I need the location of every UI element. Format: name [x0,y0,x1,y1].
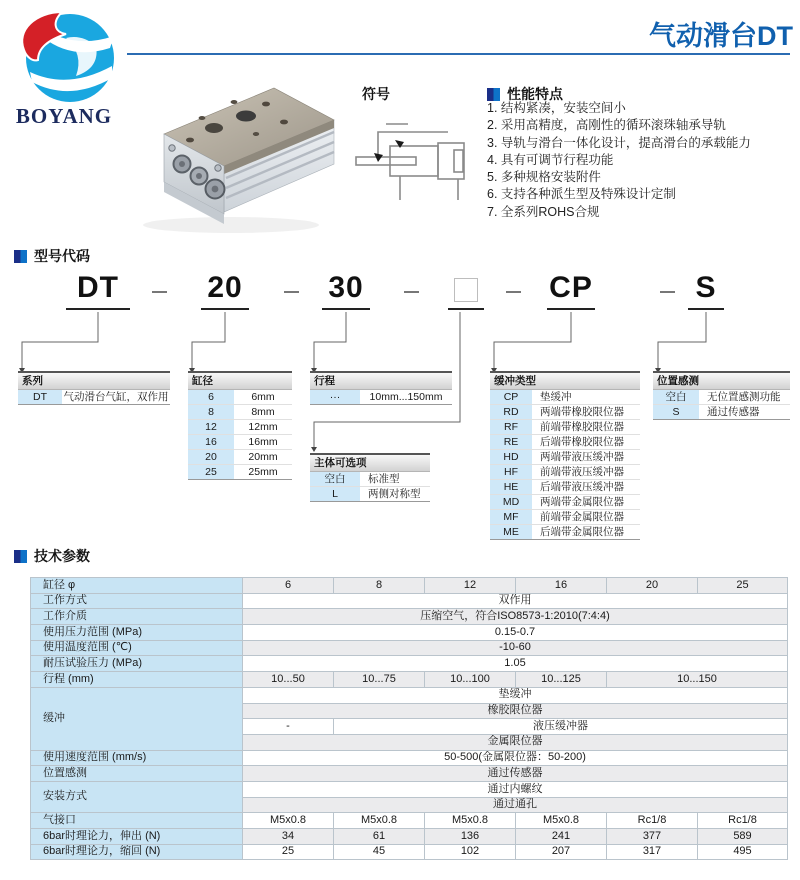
code-cell: RE [490,435,532,449]
spec-label-cell: 行程 (mm) [31,672,243,688]
model-code-header [14,246,90,266]
features-title: 性能特点 [507,86,563,102]
symbol-label: 符号 [362,86,390,102]
spec-value-cell: 61 [334,829,425,845]
spec-row [31,672,788,688]
feature-item: 5. 多种规格安装附件 [487,170,601,185]
spec-value-cell: 通过通孔 [243,797,788,813]
value-cell: 后端带液压缓冲器 [532,480,640,494]
model-code-segment: 20 [201,272,249,310]
model-table-row [188,405,292,420]
model-table-row [490,525,640,540]
spec-row [31,829,788,845]
code-cell: RD [490,405,532,419]
spec-column-header: 16 [516,578,607,594]
spec-row [31,844,788,860]
value-cell: 8mm [234,405,292,419]
spec-value-cell: -10-60 [243,640,788,656]
value-cell: 前端带橡胶限位器 [532,420,640,434]
spec-value-cell: 10...150 [607,672,788,688]
feature-item: 1. 结构紧凑，安装空间小 [487,101,626,115]
code-cell: HF [490,465,532,479]
model-table-row [188,450,292,465]
model-code-segment: DT [66,272,130,310]
features-list [487,100,787,221]
code-dash [152,291,167,293]
spec-value-cell: 橡胶限位器 [243,703,788,719]
code-dash [660,291,675,293]
spec-value-cell: 136 [425,829,516,845]
spec-row [31,656,788,672]
spec-value-cell: 34 [243,829,334,845]
model-table-row [490,405,640,420]
boyang-logo [10,6,122,104]
section-square-icon [487,88,500,101]
spec-value-cell: Rc1/8 [698,813,788,829]
spec-label-cell: 位置感测 [31,766,243,782]
spec-value-cell: 垫缓冲 [243,687,788,703]
code-cell: MD [490,495,532,509]
spec-column-header: 6 [243,578,334,594]
value-cell: 标准型 [360,472,430,486]
spec-value-cell: 10...100 [425,672,516,688]
model-table-row [18,390,170,405]
value-cell: 通过传感器 [699,405,790,419]
feature-item: 7. 全系列ROHS合规 [487,204,600,219]
spec-label-cell: 使用温度范围 (℃) [31,640,243,656]
model-table-row [490,435,640,450]
spec-value-cell: - [243,719,334,735]
code-dash [404,291,419,293]
model-table-row [310,487,430,502]
model-table-series [18,371,170,405]
model-code-title: 型号代码 [34,248,90,264]
code-dash [506,291,521,293]
spec-header-row [31,578,788,594]
value-cell: 12mm [234,420,292,434]
feature-item: 6. 支持各种派生型及特殊设计定制 [487,187,676,202]
model-table-title: 主体可选项 [310,453,430,472]
model-table-row [490,510,640,525]
value-cell: 前端带金属限位器 [532,510,640,524]
spec-column-header: 20 [607,578,698,594]
spec-value-cell: 589 [698,829,788,845]
value-cell: 两侧对称型 [360,487,430,501]
code-cell: ··· [310,390,360,404]
value-cell: 前端带液压缓冲器 [532,465,640,479]
value-cell: 16mm [234,435,292,449]
value-cell: 无位置感测功能 [699,390,790,404]
section-square-icon [14,550,27,563]
code-cell: DT [18,390,62,404]
code-cell: 8 [188,405,234,419]
code-cell: MF [490,510,532,524]
spec-value-cell: 金属限位器 [243,734,788,750]
feature-item: 2. 采用高精度，高刚性的循环滚珠轴承导轨 [487,118,726,133]
spec-value-cell: 25 [243,844,334,860]
spec-value-cell: M5x0.8 [243,813,334,829]
value-cell: 两端带液压缓冲器 [532,450,640,464]
spec-row [31,813,788,829]
spec-label-cell: 缸径 φ [31,578,243,594]
spec-row [31,781,788,797]
spec-value-cell: 45 [334,844,425,860]
spec-label-cell: 6bar时理论力，缩回 (N) [31,844,243,860]
model-table-row [653,405,790,420]
value-cell: 6mm [234,390,292,404]
spec-row [31,687,788,703]
spec-value-cell: M5x0.8 [516,813,607,829]
spec-label-cell: 耐压试验压力 (MPa) [31,656,243,672]
feature-item: 4. 具有可调节行程功能 [487,152,614,167]
symbol-diagram [348,106,480,208]
brand-name: BOYANG [15,104,113,128]
model-table-row [188,465,292,480]
spec-value-cell: 1.05 [243,656,788,672]
value-cell: 垫缓冲 [532,390,640,404]
code-cell: 6 [188,390,234,404]
spec-row [31,766,788,782]
code-cell: HD [490,450,532,464]
code-cell: 空白 [310,472,360,486]
spec-value-cell: 50-500(金属限位器：50-200) [243,750,788,766]
spec-row [31,609,788,625]
spec-row [31,625,788,641]
spec-value-cell: 102 [425,844,516,860]
spec-value-cell: 317 [607,844,698,860]
model-table-row [310,390,452,405]
spec-value-cell: 通过传感器 [243,766,788,782]
spec-value-cell: 241 [516,829,607,845]
value-cell: 后端带橡胶限位器 [532,435,640,449]
spec-row [31,593,788,609]
value-cell: 后端带金属限位器 [532,525,640,539]
spec-column-header: 25 [698,578,788,594]
model-table-row [188,420,292,435]
specs-title: 技术参数 [34,548,90,564]
code-cell: 12 [188,420,234,434]
spec-value-cell: 液压缓冲器 [334,719,788,735]
value-cell: 20mm [234,450,292,464]
spec-label-cell: 工作介质 [31,609,243,625]
model-code-segment: S [688,272,724,310]
model-table-row [490,465,640,480]
spec-value-cell: 495 [698,844,788,860]
model-table-title: 位置感测 [653,371,790,390]
model-code-segment: CP [547,272,595,310]
model-table-title: 缓冲类型 [490,371,640,390]
value-cell: 10mm...150mm [360,390,452,404]
spec-value-cell: 207 [516,844,607,860]
model-table-title: 缸径 [188,371,292,390]
code-cell: 空白 [653,390,699,404]
section-square-icon [14,250,27,263]
code-cell: CP [490,390,532,404]
spec-label-cell: 工作方式 [31,593,243,609]
code-cell: HE [490,480,532,494]
model-table-title: 系列 [18,371,170,390]
code-cell: L [310,487,360,501]
header-rule [127,53,790,55]
value-cell: 两端带橡胶限位器 [532,405,640,419]
model-table-row [490,495,640,510]
spec-label-cell: 使用压力范围 (MPa) [31,625,243,641]
model-table-position-sensing [653,371,790,420]
model-table-bore [188,371,292,480]
spec-value-cell: 377 [607,829,698,845]
spec-column-header: 12 [425,578,516,594]
spec-label-cell: 6bar时理论力，伸出 (N) [31,829,243,845]
spec-column-header: 8 [334,578,425,594]
model-table-row [490,480,640,495]
page-title: 气动滑台DT [649,21,793,51]
code-dash [284,291,299,293]
spec-table [30,577,788,860]
spec-value-cell: M5x0.8 [425,813,516,829]
code-cell: 25 [188,465,234,479]
model-code-blank-box [454,278,478,302]
model-table-row [310,472,430,487]
spec-table-container [30,577,788,860]
spec-value-cell: 10...125 [516,672,607,688]
spec-value-cell: 通过内螺纹 [243,781,788,797]
spec-value-cell: 10...50 [243,672,334,688]
spec-value-cell: M5x0.8 [334,813,425,829]
spec-label-cell: 气接口 [31,813,243,829]
model-table-row [188,390,292,405]
spec-value-cell: 压缩空气，符合ISO8573-1:2010(7:4:4) [243,609,788,625]
model-table-row [490,450,640,465]
model-code-segment: 30 [322,272,370,310]
spec-value-cell: 0.15-0.7 [243,625,788,641]
value-cell: 气动滑台气缸，双作用 [63,391,169,403]
spec-value-cell: 双作用 [243,593,788,609]
model-table-row [490,390,640,405]
model-table-body-option [310,453,430,502]
spec-value-cell: 10...75 [334,672,425,688]
spec-row [31,750,788,766]
code-cell: S [653,405,699,419]
model-table-stroke [310,371,452,405]
spec-row [31,640,788,656]
spec-label-cell: 安装方式 [31,781,243,812]
value-cell: 两端带金属限位器 [532,495,640,509]
spec-value-cell: Rc1/8 [607,813,698,829]
model-table-title: 行程 [310,371,452,390]
value-cell: 25mm [234,465,292,479]
code-cell: RF [490,420,532,434]
product-photo [126,62,338,240]
feature-item: 3. 导轨与滑台一体化设计，提高滑台的承载能力 [487,135,751,150]
spec-label-cell: 缓冲 [31,687,243,750]
model-table-row [490,420,640,435]
model-code-segment [448,272,484,310]
code-cell: 20 [188,450,234,464]
spec-label-cell: 使用速度范围 (mm/s) [31,750,243,766]
code-cell: ME [490,525,532,539]
model-table-row [188,435,292,450]
model-table-row [653,390,790,405]
specs-header [14,546,90,566]
code-cell: 16 [188,435,234,449]
model-table-cushion-type [490,371,640,540]
